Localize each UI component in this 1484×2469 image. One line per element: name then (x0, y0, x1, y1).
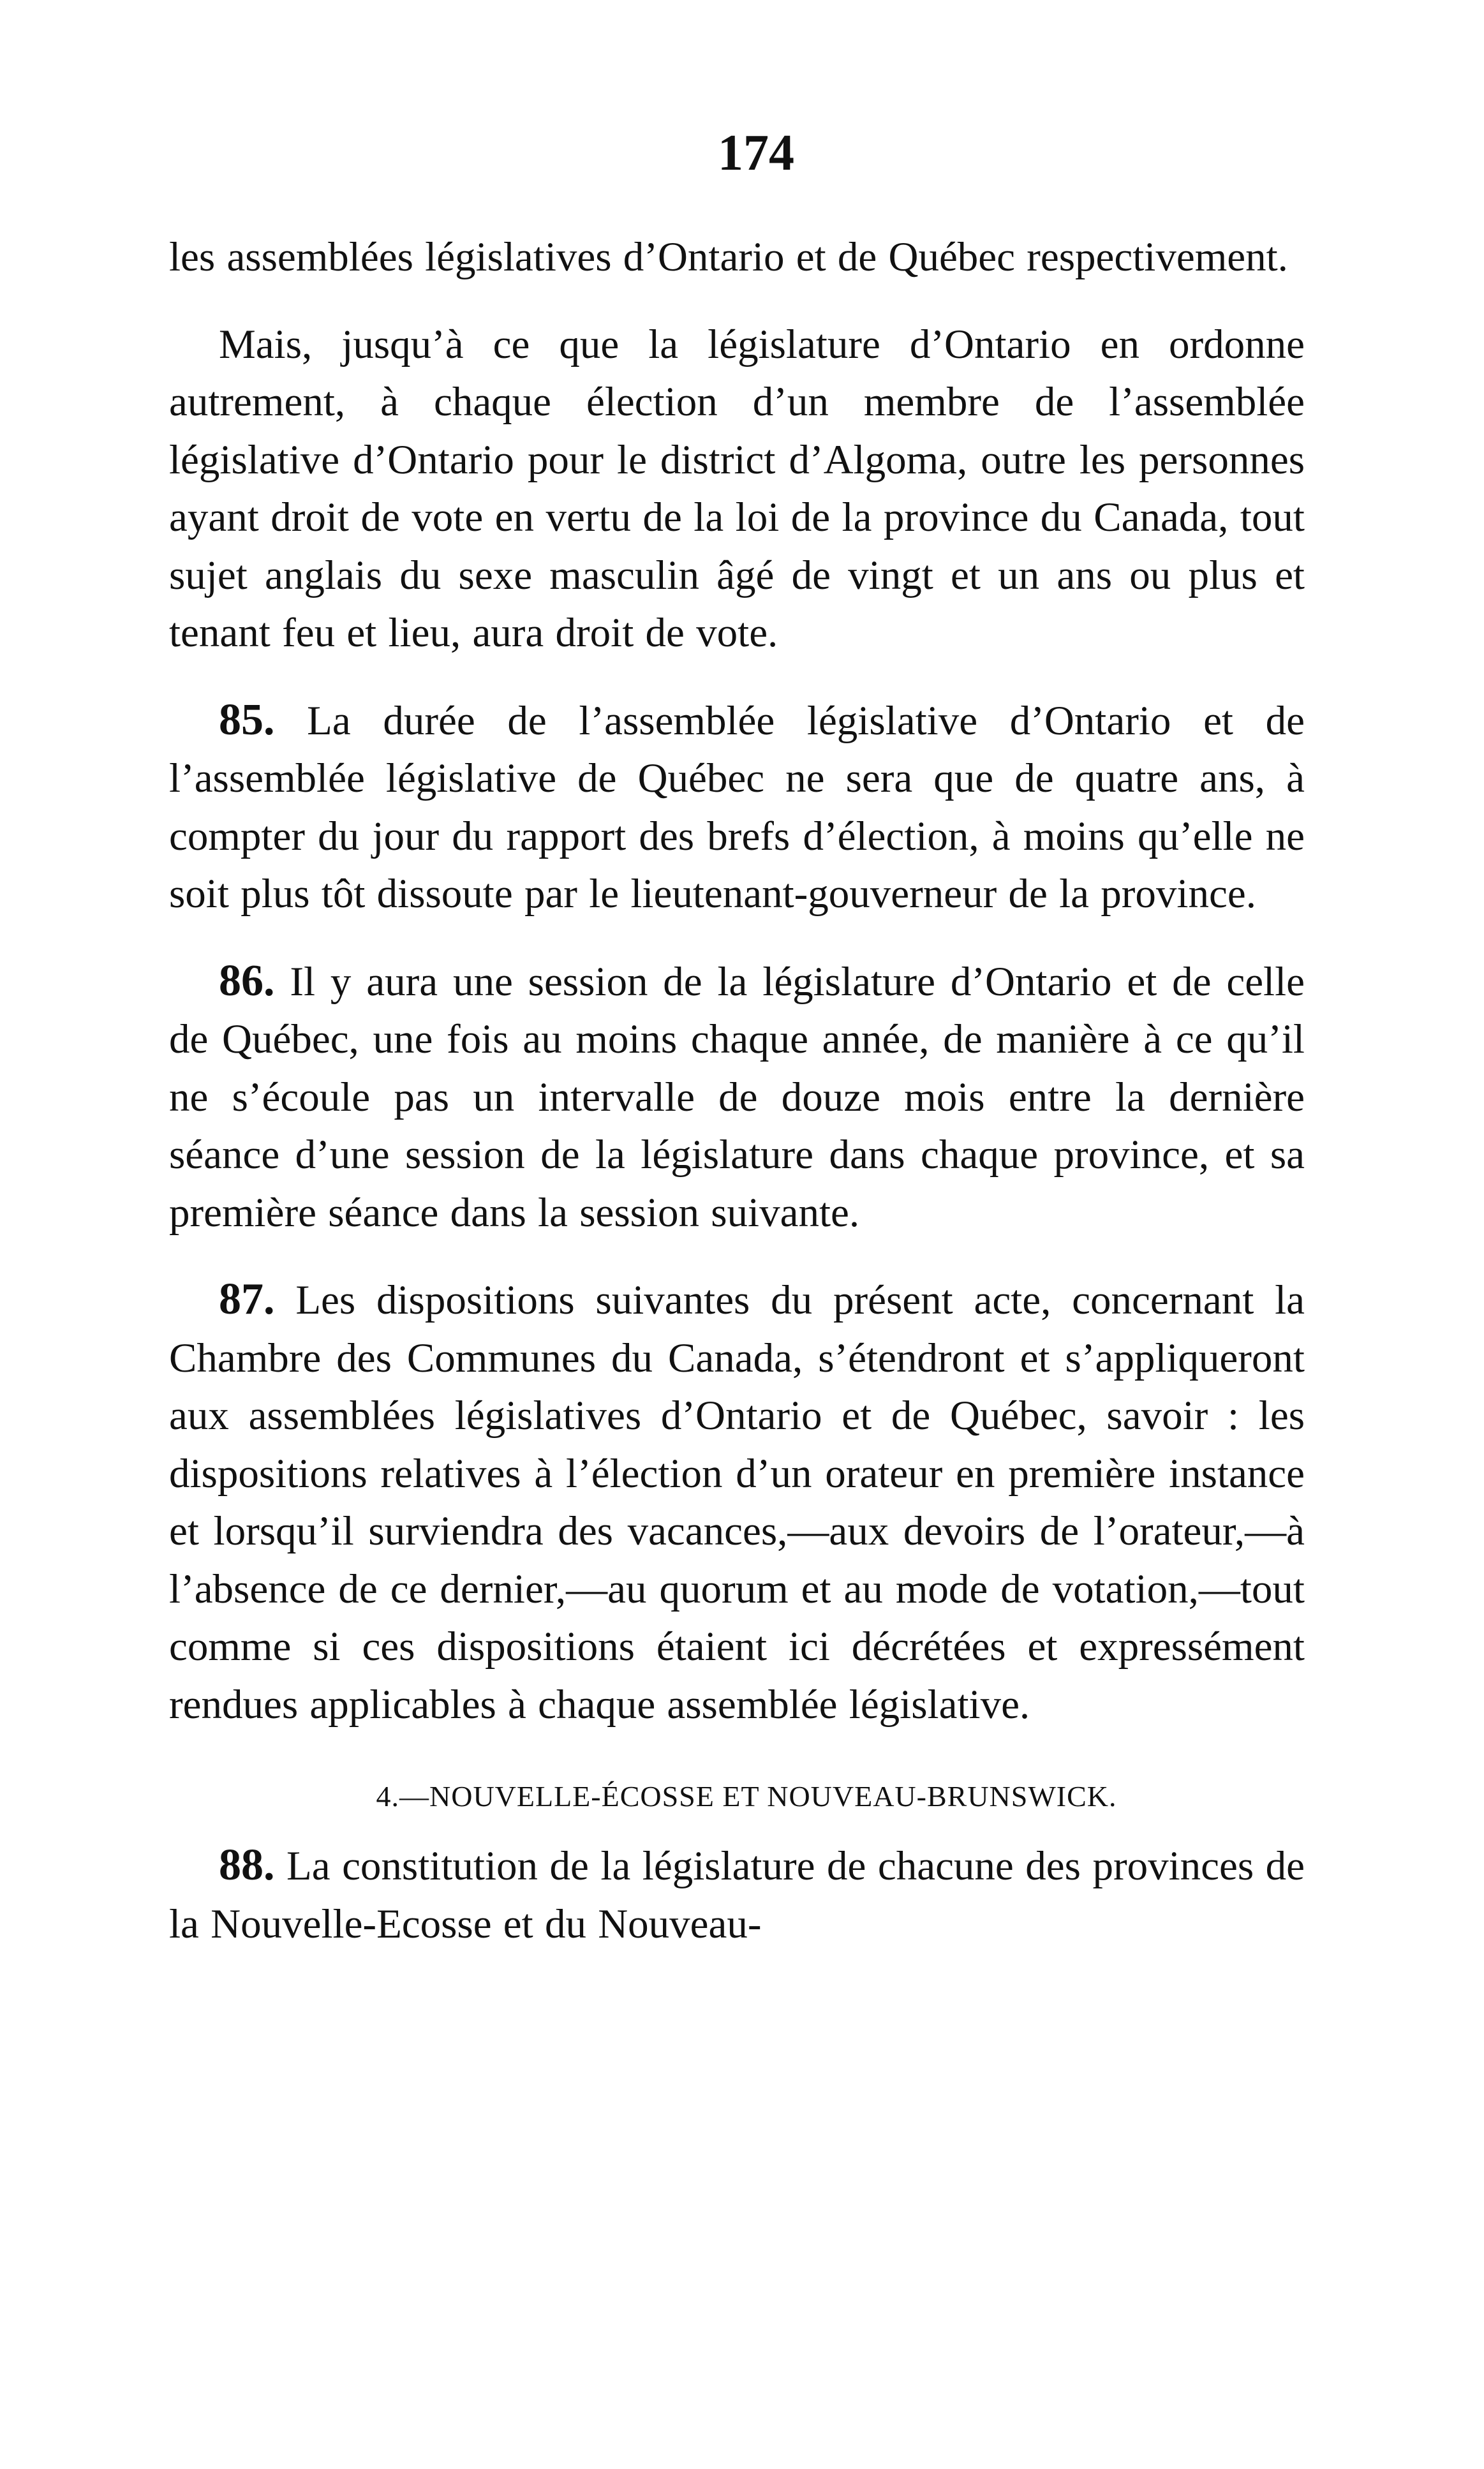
algoma-paragraph: Mais, jusqu’à ce que la législature d’Ontario en ordonne autrement, à chaque élection d’un membre de l’assemblée législative d’Ontario pour le district d’Algoma, outre les personnes ayant droit de vote en vertu de la loi de la province du Canada, tout sujet anglais du sexe masculin âgé de vingt et un ans ou plus et tenant feu et lieu, aura droit de vote. (169, 321, 1305, 656)
article-number: 86. (219, 956, 275, 1005)
article-number: 85. (219, 695, 275, 745)
article-text: La durée de l’assemblée législative d’Ontario et de l’assemblée législative de Québec ne sera que de quatre ans, à compter du jour du rapport des brefs d’élection, à moins qu’elle ne soit plus tôt dissoute par le lieutenant-gouverneur de la province. (169, 697, 1305, 917)
book-page (169, 125, 1305, 1953)
section-heading: 4.—NOUVELLE-ÉCOSSE ET NOUVEAU-BRUNSWICK. (376, 1780, 1117, 1813)
continuation-paragraph: les assemblées législatives d’Ontario et de Québec respectivement. (169, 234, 1288, 280)
article-88 (169, 1837, 1305, 1953)
article-text: Il y aura une session de la législature d’Ontario et de celle de Québec, une fois au moins chaque année, de manière à ce qu’il ne s’écoule pas un intervalle de douze mois entre la dernière séance d’une session de la législature dans chaque province, et sa première séance dans la session suivante. (169, 958, 1305, 1236)
article-text: La constitution de la législature de chacune des provinces de la Nouvelle-Ecosse et du Nouveau- (169, 1843, 1305, 1947)
article-text: Les dispositions suivantes du présent acte, concernant la Chambre des Communes du Canada, s’étendront et s’appliqueront aux assemblées législatives d’Ontario et de Québec, savoir : les dispositions relatives à l’élection d’un orateur en première instance et lorsqu’il surviendra des vacances,—aux devoirs de l’orateur,—à l’absence de ce dernier,—au quorum et au mode de votation,—tout comme si ces dispositions étaient ici décrétées et expressément rendues applicables à chaque assemblée législative. (169, 1277, 1305, 1728)
article-number: 88. (219, 1841, 275, 1890)
article-86 (169, 953, 1305, 1242)
article-85 (169, 692, 1305, 923)
article-87 (169, 1271, 1305, 1733)
page-number: 174 (718, 125, 794, 181)
article-number: 87. (219, 1275, 275, 1324)
